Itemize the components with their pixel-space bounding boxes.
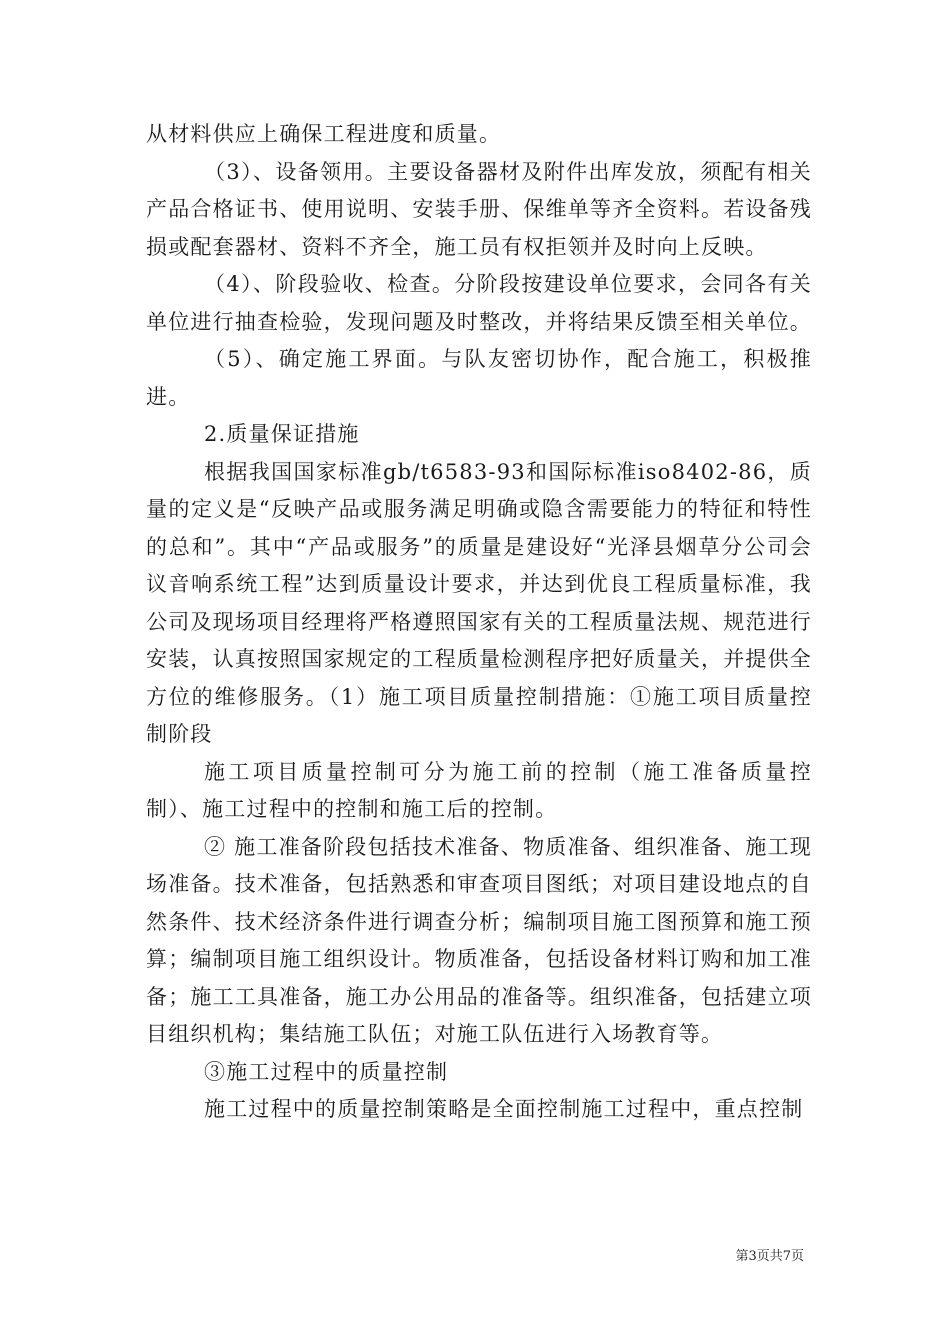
subheading-process-control: ③施工过程中的质量控制: [204, 1059, 449, 1084]
page-number: 第3页共7页: [735, 1249, 804, 1264]
paragraph-stage-acceptance: （4）、阶段验收、检查。分阶段按建设单位要求，会同各有关单位进行抽查检验，发现问题及时整改，并将结果反馈至相关单位。: [146, 272, 812, 334]
paragraph-control-phases: 施工项目质量控制可分为施工前的控制（施工准备质量控制）、施工过程中的控制和施工后的控制。: [146, 759, 812, 821]
paragraph-material-supply: 从材料供应上确保工程进度和质量。: [146, 122, 502, 146]
paragraph-process-control-strategy: 施工过程中的质量控制策略是全面控制施工过程中，重点控制: [204, 1097, 804, 1121]
section-heading-quality-assurance: 2.质量保证措施: [204, 422, 360, 446]
document-body: [146, 116, 812, 1129]
paragraph-quality-definition: 根据我国国家标准gb/t6583-93和国际标准iso8402-86，质量的定义是“反映产品或服务满足明确或隐含需要能力的特征和特性的总和”。其中“产品或服务”的质量是建设好“光泽县烟草分公司会议音响系统工程”达到质量设计要求，并达到优良工程质量标准，我公司及现场项目经理将严格遵照国家有关的工程质量法规、规范进行安装，认真按照国家规定的工程质量检测程序把好质量关，并提供全方位的维修服务。（1）施工项目质量控制措施：①施工项目质量控制阶段: [146, 459, 812, 746]
paragraph-preparation-stage: ② 施工准备阶段包括技术准备、物质准备、组织准备、施工现场准备。技术准备，包括熟悉和审查项目图纸；对项目建设地点的自然条件、技术经济条件进行调查分析；编制项目施工图预算和施工预算；编制项目施工组织设计。物质准备，包括设备材料订购和加工准备；施工工具准备，施工办公用品的准备等。组织准备，包括建立项目组织机构；集结施工队伍；对施工队伍进行入场教育等。: [146, 834, 812, 1046]
paragraph-equipment-collection: （3）、设备领用。主要设备器材及附件出库发放，须配有相关产品合格证书、使用说明、安装手册、保维单等齐全资料。若设备残损或配套器材、资料不齐全，施工员有权拒领并及时向上反映。: [146, 159, 812, 259]
paragraph-construction-interface: （5）、确定施工界面。与队友密切协作，配合施工，积极推进。: [146, 347, 812, 409]
